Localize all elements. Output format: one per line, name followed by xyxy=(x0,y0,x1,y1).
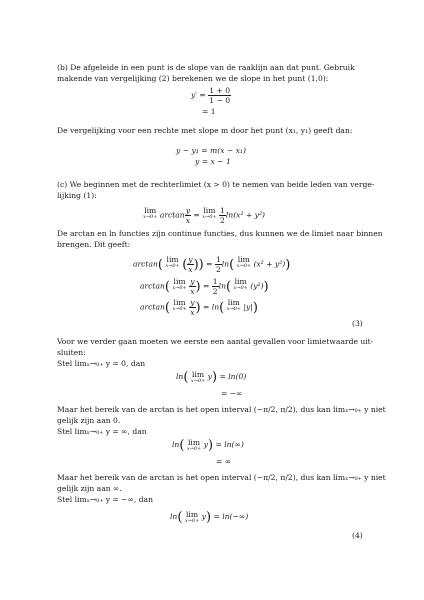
equation-3-row2: arctan( lim x→0+ $\frac{y}{x}$ ) = $\frac{1}{2}$ ln( lim x→0+ (y²)) xyxy=(140,277,269,296)
range2-line1: Maar het bereik van de arctan is het open interval (−π/2, π/2), dus kan limₓ→₀₊ y niet xyxy=(57,473,386,482)
case1-equation: ln( lim x→0+ y) = ln(0) xyxy=(176,370,247,385)
range2-line2: gelijk zijn aan ∞. xyxy=(57,484,122,493)
case2-result: = ∞ xyxy=(216,457,232,466)
case1-result: = −∞ xyxy=(221,389,243,398)
paragraph-c-line1: (c) We beginnen met de rechterlimiet (x > 0) te nemen van beide leden van verge- xyxy=(57,180,375,189)
paragraph-tangent: De vergelijking voor een rechte met slope m door het punt (x₁, y₁) geeft dan: xyxy=(57,126,353,135)
case2-intro: Stel limₓ→₀₊ y = ∞, dan xyxy=(57,427,147,436)
equation-number-3: (3) xyxy=(352,319,363,328)
slope-equation: y′ = $\frac{1 + 0}{1 - 0}$ xyxy=(191,86,231,105)
case2-equation: ln( lim x→0+ y) = ln(∞) xyxy=(172,438,244,453)
equation-number-4: (4) xyxy=(352,531,363,540)
paragraph-cases-line2: sluiten: xyxy=(57,348,86,357)
equation-3-row1: arctan( lim x→0+ ( $\frac{y}{x}$ )) = $\frac{1}{2}$ ln( lim x→0+ (x² + y²)) xyxy=(133,255,291,274)
case3-equation: ln( lim x→0+ y) = ln(−∞) xyxy=(170,510,249,525)
paragraph-b-line1: (b) De afgeleide in een punt is de slope van de raaklijn aan dat punt. Gebruik xyxy=(57,63,355,72)
case3-intro: Stel limₓ→₀₊ y = −∞, dan xyxy=(57,495,153,504)
paragraph-b-line2: makende van vergelijking (2) berekenen we de slope in het punt (1,0): xyxy=(57,74,329,83)
paragraph-continuity-line2: brengen. Dit geeft: xyxy=(57,240,131,249)
paragraph-continuity-line1: De arctan en ln functies zijn continue functies, dus kunnen we de limiet naar binnen xyxy=(57,229,383,238)
equation-3-row3: arctan( lim x→0+ $\frac{y}{x}$ ) = ln( lim x→0+ |y|) xyxy=(140,298,258,317)
range1-line1: Maar het bereik van de arctan is het open interval (−π/2, π/2), dus kan limₓ→₀₊ y niet xyxy=(57,405,386,414)
line-equation-1: y − y₁ = m(x − x₁) xyxy=(176,146,246,155)
range1-line2: gelijk zijn aan 0. xyxy=(57,416,121,425)
paragraph-c-line2: lijking (1): xyxy=(57,191,97,200)
paragraph-cases-line1: Voor we verder gaan moeten we eerste een aantal gevallen voor limietwaarde uit- xyxy=(57,337,374,346)
case1-intro: Stel limₓ→₀₊ y = 0, dan xyxy=(57,359,146,368)
slope-result: = 1 xyxy=(202,107,216,116)
equation-limit-both-sides: lim x→0+ arctan $\frac{y}{x}$ = lim x→0+ $\frac{1}{2}$ ln(x² + y²) xyxy=(143,206,265,225)
line-equation-2: y = x − 1 xyxy=(195,157,231,166)
